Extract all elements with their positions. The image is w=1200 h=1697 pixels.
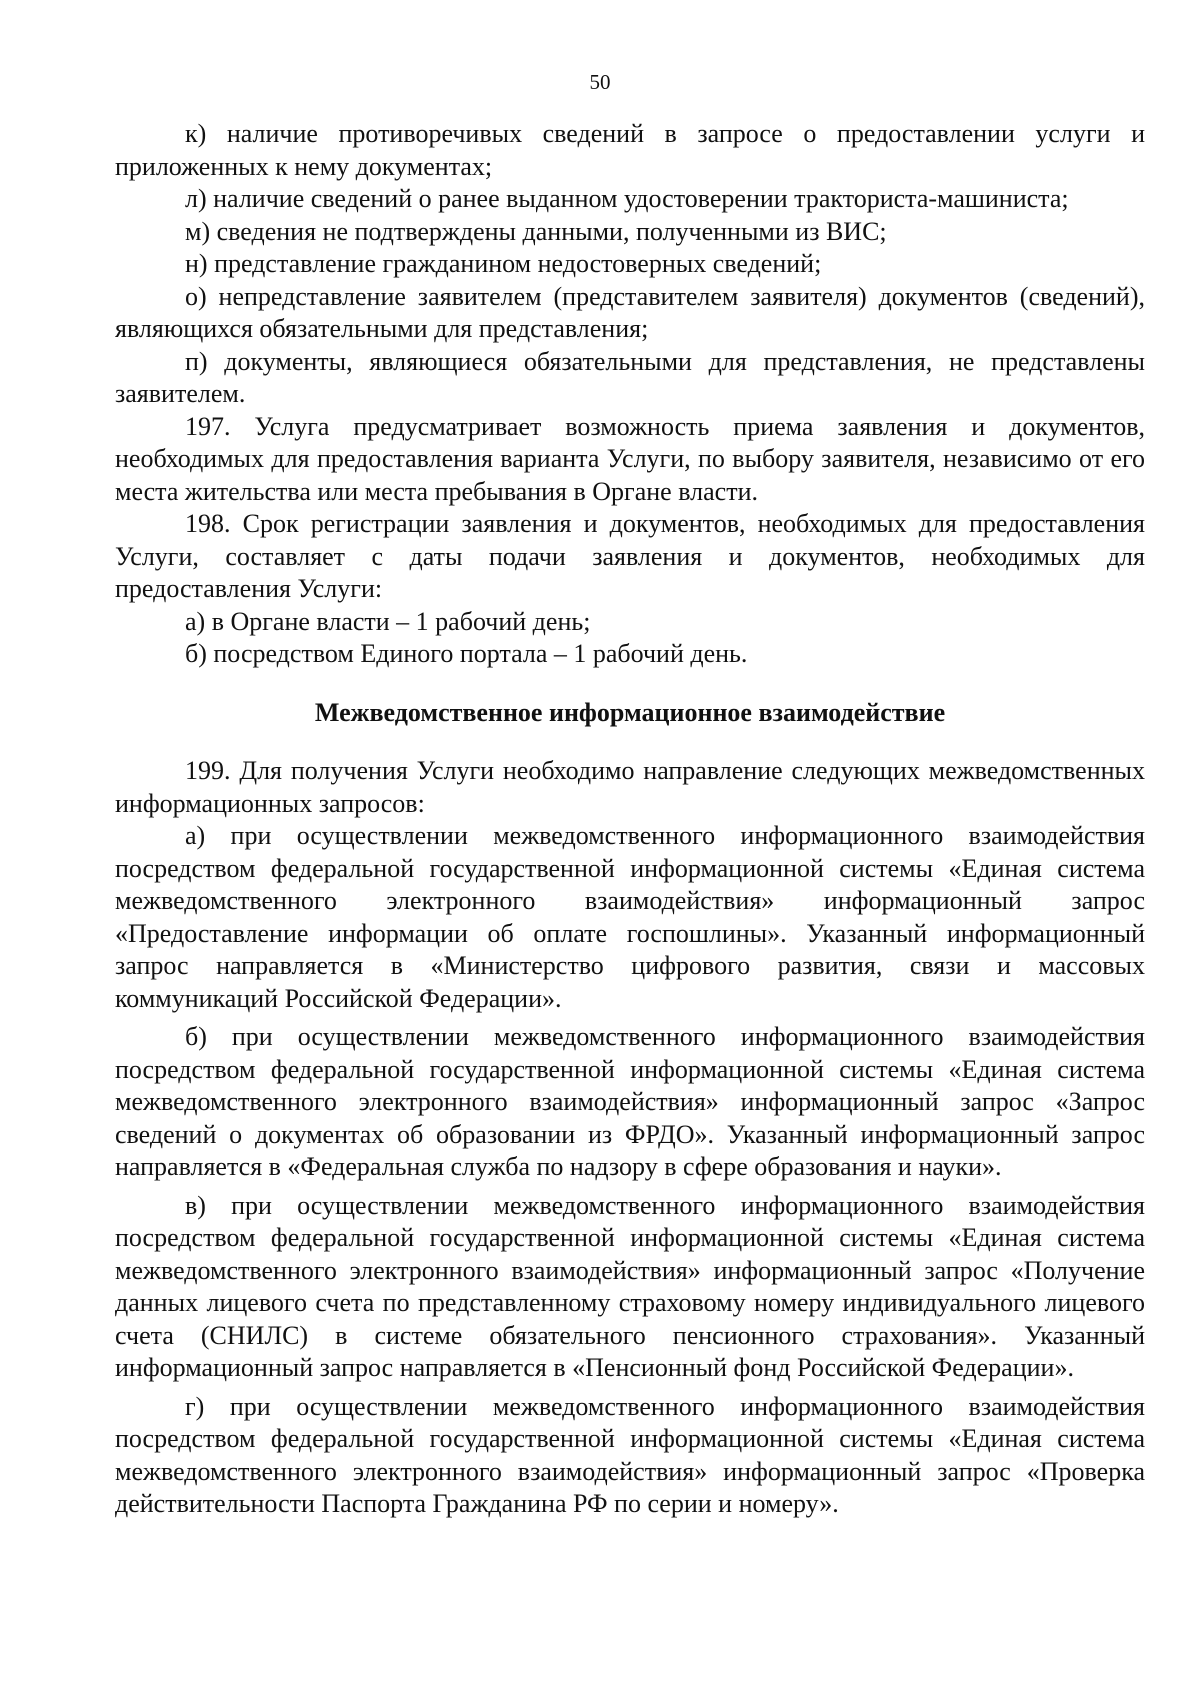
paragraph-199-g: г) при осуществлении межведомственного информационного взаимодействия посредством федеральной государственной информационной системы «Единая система межведомственного электронного взаимодействия» информационный запрос «Проверка действительности Паспорта Гражданина РФ по серии и номеру». [115,1391,1145,1518]
paragraph-199: 199. Для получения Услуги необходимо направление следующих межведомственных информационных запросов: [115,756,1145,818]
paragraph-199-v: в) при осуществлении межведомственного информационного взаимодействия посредством федеральной государственной информационной системы «Единая система межведомственного электронного взаимодействия» информационный запрос «Получение данных лицевого счета по представленному страховому номеру индивидуального лицевого счета (СНИЛС) в системе обязательного пенсионного страхования». Указанный информационный запрос направляется в «Пенсионный фонд Российской Федерации». [115,1190,1145,1382]
paragraph-199-a: а) при осуществлении межведомственного информационного взаимодействия посредством федеральной государственной информационной системы «Единая система межведомственного электронного взаимодействия» информационный запрос «Предоставление информации об оплате госпошлины». Указанный информационный запрос направляется в «Министерство цифрового развития, связи и массовых коммуникаций Российской Федерации». [115,821,1145,1013]
paragraph-item-m: м) сведения не подтверждены данными, полученными из ВИС; [185,216,887,246]
paragraph-198-a: а) в Органе власти – 1 рабочий день; [185,606,591,636]
document-body [115,118,1145,1521]
paragraph-197: 197. Услуга предусматривает возможность приема заявления и документов, необходимых для предоставления варианта Услуги, по выбору заявителя, независимо от его места жительства или места пребывания в Органе власти. [115,411,1145,506]
paragraph-item-o: о) непредставление заявителем (представителем заявителя) документов (сведений), являющихся обязательными для представления; [115,281,1145,343]
page-number: 50 [589,70,611,94]
paragraph-item-n: н) представление гражданином недостоверных сведений; [185,249,822,278]
paragraph-item-k: к) наличие противоречивых сведений в запросе о предоставлении услуги и приложенных к нему документах; [115,119,1145,181]
paragraph-198-b: б) посредством Единого портала – 1 рабочий день. [185,639,748,668]
paragraph-198: 198. Срок регистрации заявления и документов, необходимых для предоставления Услуги, составляет с даты подачи заявления и документов, необходимых для предоставления Услуги: [115,509,1145,603]
section-heading: Межведомственное информационное взаимодействие [314,697,946,727]
paragraph-item-p: п) документы, являющиеся обязательными для представления, не представлены заявителем. [115,346,1145,408]
paragraph-199-b: б) при осуществлении межведомственного информационного взаимодействия посредством федеральной государственной информационной системы «Единая система межведомственного электронного взаимодействия» информационный запрос «Запрос сведений о документах об образовании из ФРДО». Указанный информационный запрос направляется в «Федеральная служба по надзору в сфере образования и науки». [115,1022,1145,1181]
paragraph-item-l: л) наличие сведений о ранее выданном удостоверении тракториста-машиниста; [185,184,1069,213]
